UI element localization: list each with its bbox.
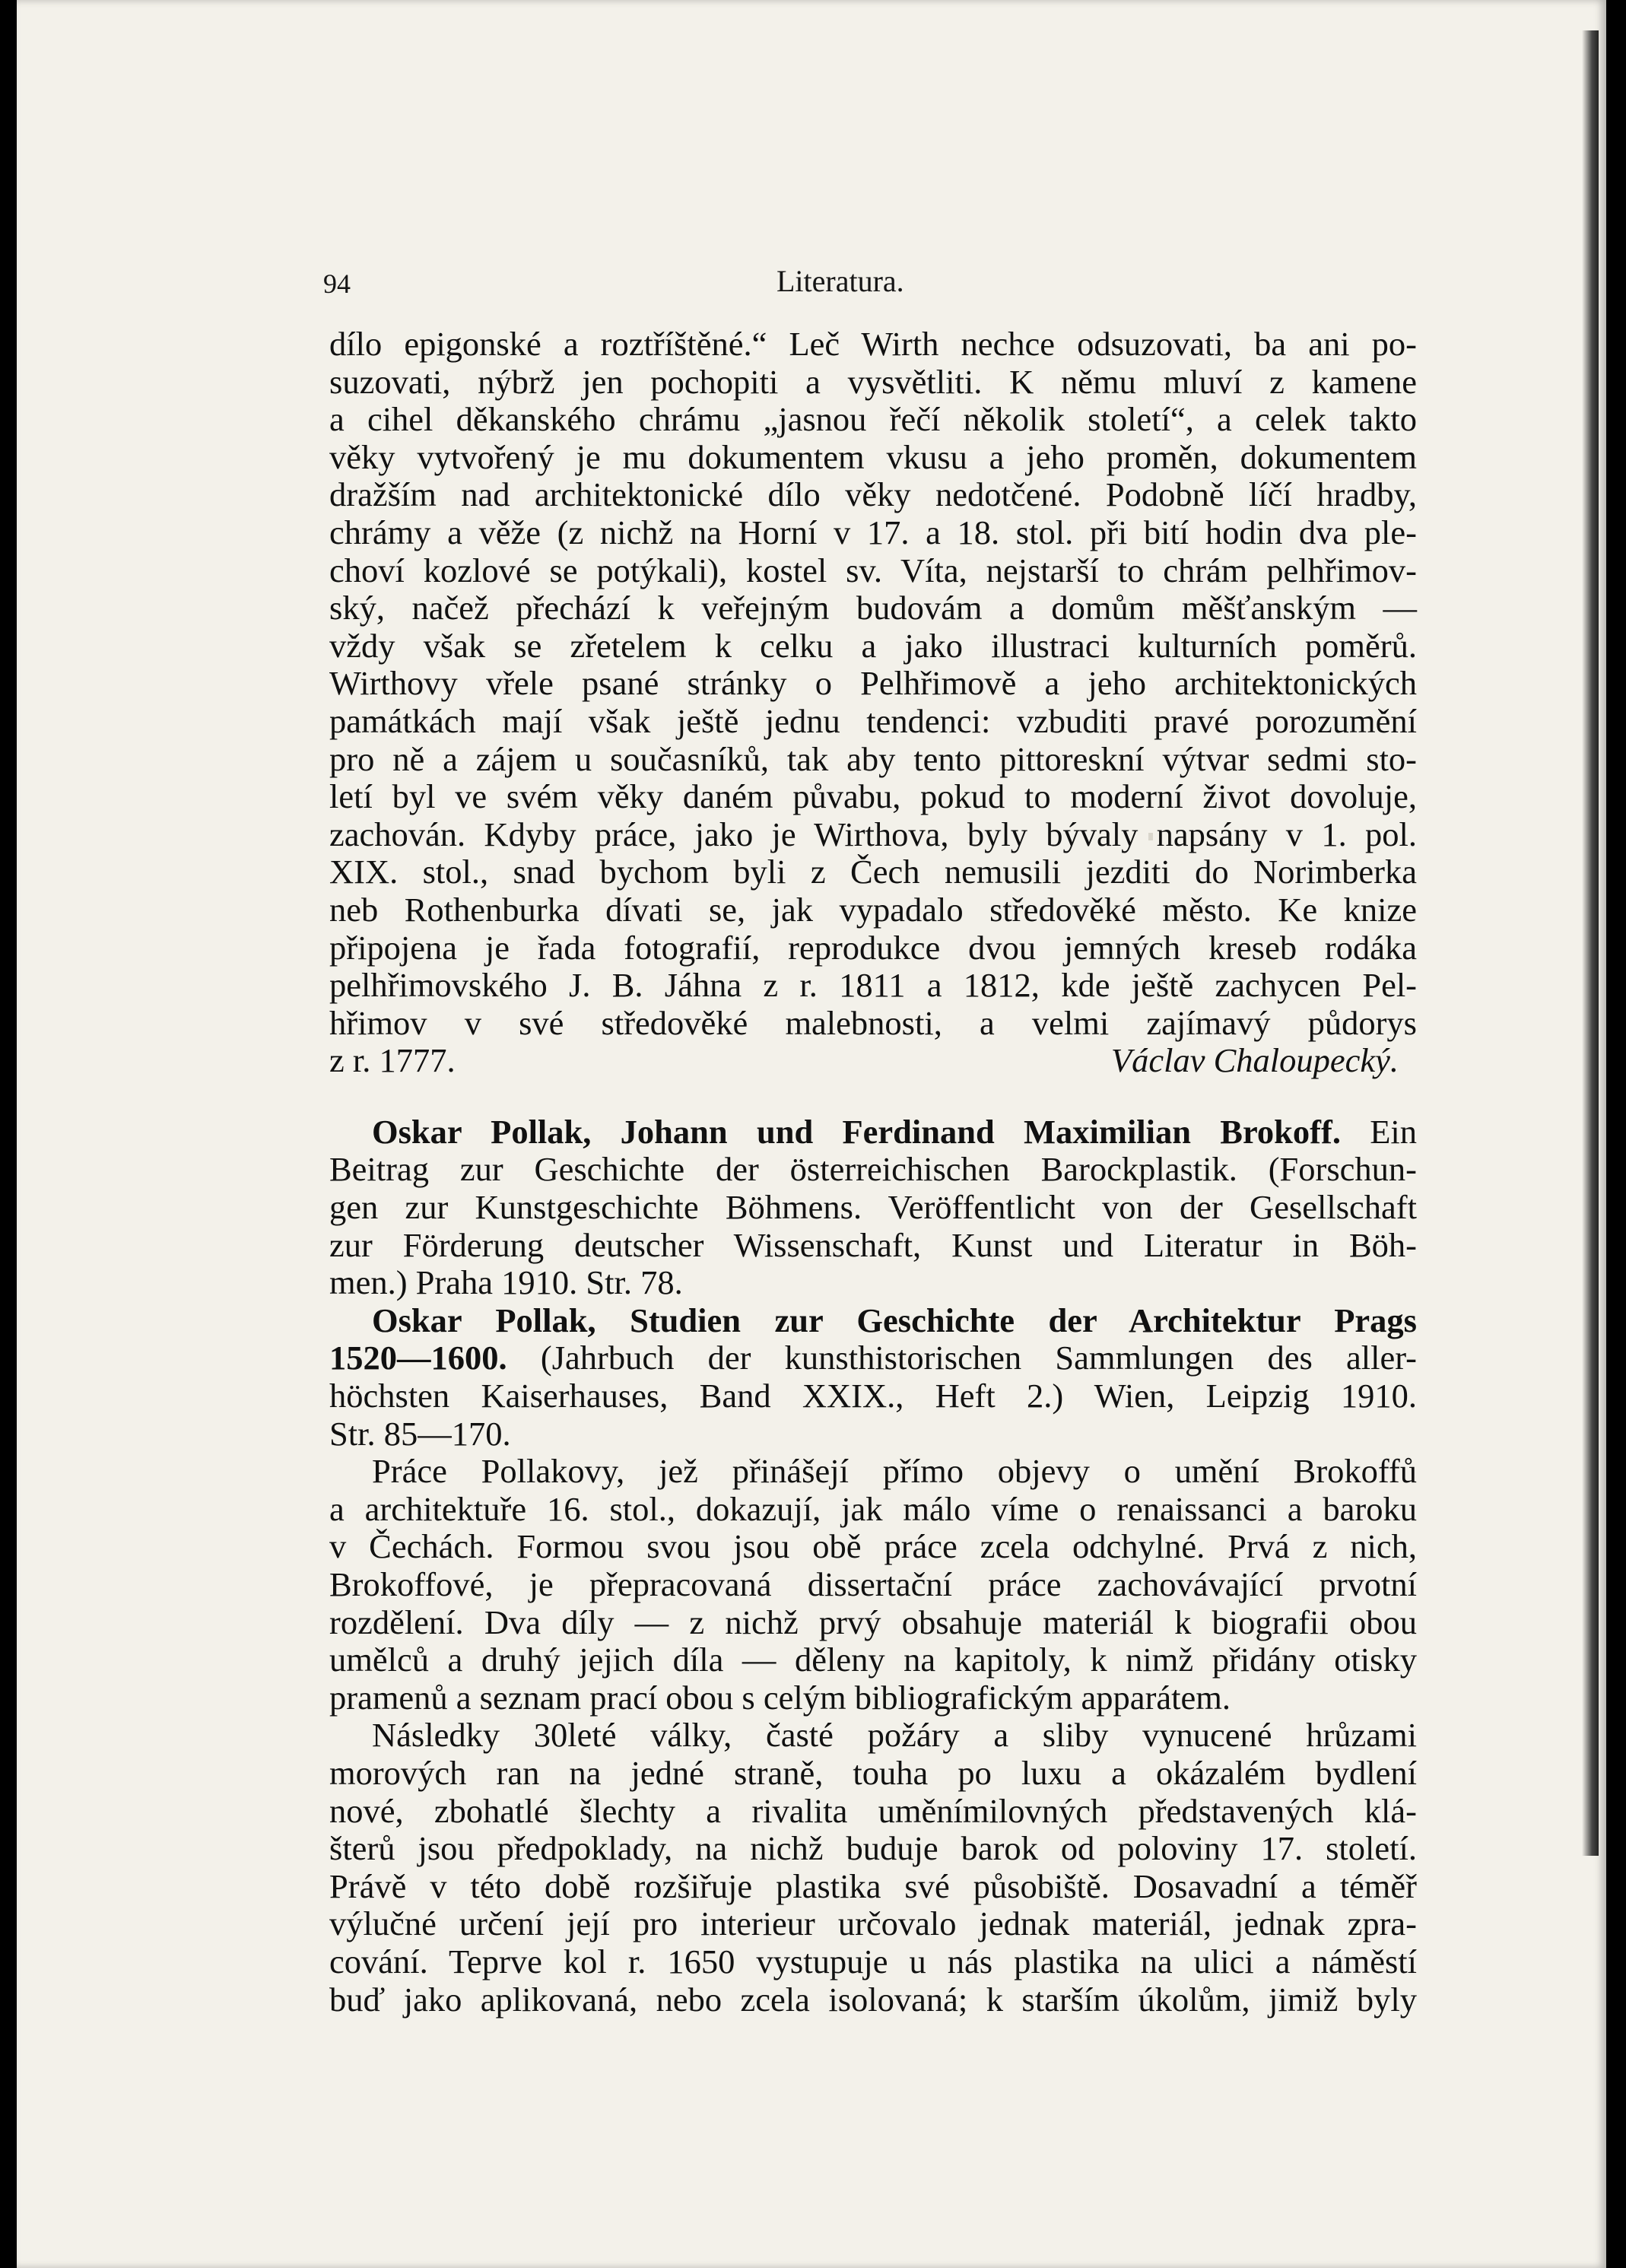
text-line: Práce Pollakovy, jež přinášejí přímo objevy o umění Brokoffů [372,1452,1417,1491]
section-gap [329,1080,1417,1113]
running-title: Literatura. [776,264,904,298]
page-edge-shadow [1582,30,1599,1856]
text-line: gen zur Kunstgeschichte Böhmens. Veröffentlicht von der Gesellschaft [329,1188,1417,1227]
text-line: zur Förderung deutscher Wissenschaft, Kunst und Literatur in Böh- [329,1225,1417,1264]
text-line: vždy však se zřetelem k celku a jako illustraci kulturních poměrů. [329,626,1417,665]
signature-line [329,1042,1417,1080]
text-line: rozdělení. Dva díly — z nichž prvý obsahuje materiál k biografii obou [329,1603,1417,1641]
text-line: dražším nad architektonické dílo věky nedotčené. Podobně líčí hradby, [329,475,1417,514]
entry-title-rest: Ein [1370,1112,1418,1151]
text-line: ský, načež přechází k veřejným budovám a domům měšťanským — [329,589,1417,627]
text-line: men.) Praha 1910. Str. 78. [329,1263,683,1302]
text-line: XIX. stol., snad bychom byli z Čech nemusili jezditi do Norimberka [329,853,1417,891]
text-line: choví kozlové se potýkali), kostel sv. Víta, nejstarší to chrám pelhřimov- [329,551,1417,589]
entry-title: Oskar Pollak, Johann und Ferdinand Maximilian Brokoff. [372,1112,1341,1151]
text-line: v Čechách. Formou svou jsou obě práce zcela odchylné. Prvá z nich, [329,1527,1417,1566]
text-line: a cihel děkanského chrámu „jasnou řečí několik století“, a celek takto [329,400,1417,439]
text-line: památkách mají však ještě jednu tendenci: vzbuditi pravé porozumění [329,701,1417,740]
text-line: pro ně a zájem u současníků, tak aby tento pittoreskní výtvar sedmi sto- [329,739,1417,778]
text-line: výlučné určení její pro interieur určovalo jednak materiál, jednak zpra- [329,1904,1417,1943]
entry-title-line: Oskar Pollak, Studien zur Geschichte der Architektur Prags [372,1301,1417,1339]
text-line: morových ran na jedné straně, touha po luxu a okázalém bydlení [329,1753,1417,1792]
bibliographic-entry-architektur [329,1302,1417,1453]
text-line: buď jako aplikovaná, nebo zcela isolovaná; k starším úkolům, jimiž byly [329,1980,1417,2019]
text-line: nové, zbohatlé šlechty a rivalita uměnímilovných představených klá- [329,1791,1417,1830]
text-line: z r. 1777. [329,1041,456,1080]
text-line: zachován. Kdyby práce, jako je Wirthova, byly bývaly napsány v 1. pol. [329,815,1417,853]
entry-title-line [329,1113,1417,1151]
page-header [323,264,1403,313]
text-line: Str. 85—170. [329,1414,511,1453]
text-line: höchsten Kaiserhauses, Band XXIX., Heft 2.) Wien, Leipzig 1910. [329,1377,1417,1415]
entry-title-years: 1520—1600. [329,1339,507,1377]
text-line: Wirthovy vřele psané stránky o Pelhřimově a jeho architektonických [329,664,1417,703]
page-body [329,326,1417,2019]
bibliographic-entry-brokoff [329,1113,1417,1302]
text-line: připojena je řada fotografií, reprodukce dvou jemných kreseb rodáka [329,928,1417,967]
text-line: pelhřimovského J. B. Jáhna z r. 1811 a 1812, kde ještě zachycen Pel- [329,966,1417,1005]
entry-title-line-2 [329,1339,1417,1377]
text-line: věky vytvořený je mu dokumentem vkusu a jeho proměn, dokumentem [329,437,1417,476]
page-number: 94 [323,268,351,299]
text-line: dílo epigonské a roztříštěné.“ Leč Wirth nechce odsuzovati, ba ani po- [329,325,1417,363]
text-line: Následky 30leté války, časté požáry a sliby vynucené hrůzami [372,1716,1417,1755]
text-line: a architektuře 16. stol., dokazují, jak málo víme o renaissanci a baroku [329,1489,1417,1528]
review-pelhrimov [329,326,1417,1080]
text-line: chrámy a věže (z nichž na Horní v 17. a 18. stol. při bití hodin dva ple- [329,513,1417,551]
text-line: pramenů a seznam prací obou s celým bibliografickým apparátem. [329,1678,1231,1717]
text-line: neb Rothenburka dívati se, jak vypadalo středověké město. Ke knize [329,890,1417,929]
text-line: Právě v této době rozšiřuje plastika své působiště. Dosavadní a téměř [329,1866,1417,1905]
text-line: hřimov v své středověké malebnosti, a velmi zajímavý půdorys [329,1003,1417,1042]
text-line: šterů jsou předpoklady, na nichž buduje barok od poloviny 17. století. [329,1829,1417,1868]
entry-title-rest: (Jahrbuch der kunsthistorischen Sammlungen des aller- [540,1339,1417,1377]
review-pollak [329,1453,1417,2019]
text-line: cování. Teprve kol r. 1650 vystupuje u nás plastika na ulici a náměstí [329,1942,1417,1981]
text-line: letí byl ve svém věky daném půvabu, pokud to moderní život dovoluje, [329,777,1417,816]
reviewer-signature: Václav Chaloupecký. [1110,1041,1399,1080]
text-line: Beitrag zur Geschichte der österreichischen Barockplastik. (Forschun- [329,1150,1417,1189]
text-line: Brokoffové, je přepracovaná dissertační práce zachovávající prvotní [329,1565,1417,1603]
text-line: umělců a druhý jejich díla — děleny na kapitoly, k nimž přidány otisky [329,1641,1417,1679]
text-line: suzovati, nýbrž jen pochopiti a vysvětliti. K němu mluví z kamene [329,362,1417,401]
